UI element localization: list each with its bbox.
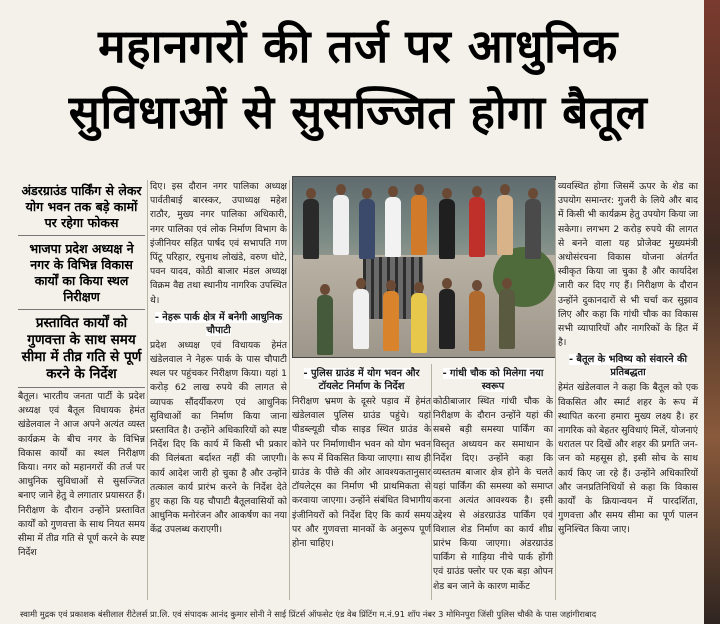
subheading-future-text: - बैतूल के भविष्य को संवारने की प्रतिबद्धता <box>568 354 688 379</box>
subheading-chaupati-text: - नेहरू पार्क क्षेत्र में बनेगी आधुनिक चौपाटी <box>154 311 283 336</box>
column-1 <box>18 180 145 560</box>
photo-person <box>439 289 455 349</box>
subheading-gandhi-chowk <box>433 367 553 393</box>
column-5 <box>558 180 698 538</box>
photo-person <box>469 291 485 351</box>
column-3-body: निरीक्षण भ्रमण के दूसरे पड़ाव में हेमंत खंडेलवाल पुलिस ग्राउंड पहुंचे। यहां पीडब्ल्यूडी चौक साइड स्थित ग्राउंड के कोने पर निर्माणाधीन भवन को योग भवन के रूप में विकसित किया जाएगा। साथ ही ग्राउंड के पीछे की ओर आवश्यकतानुसार टॉयलेट्स का निर्माण भी प्राथमिकता से करवाया जाएगा। उन्होंने संबंधित विभागीय इंजीनियरों को निर्देश दिए कि कार्य समय पर और गुणवत्ता मानकों के अनुरूप पूर्ण होना चाहिए। <box>292 396 431 550</box>
imprint-footer: स्वामी मुद्रक एवं प्रकाशक बंसीलाल रीटेलर्स प्रा.लि. एवं संपादक आनंद कुमार सोनी ने साई प्रिंटर्स ऑफसेट एंड वेब प्रिंटिंग म.नं.91 शॉप नंबर 3 मोमिनपुरा जिंसी पुलिस चौकी के पास जहांगीराबाद <box>0 604 720 624</box>
photo-person <box>497 195 513 255</box>
adjacent-photo-strip <box>704 0 720 624</box>
column-rule <box>555 180 556 600</box>
column-3 <box>292 364 431 551</box>
headline-line-1: महानगरों की तर्ज पर आधुनिक <box>98 19 618 73</box>
column-1-body: बैतूल। भारतीय जनता पार्टी के प्रदेश अध्यक्ष एवं बैतूल विधायक हेमंत खंडेलवाल ने आज अपने अत्यंत व्यस्त कार्यक्रम के बीच नगर के विभिन्न विकास कार्यों का स्थल निरीक्षण किया। नगर को महानगरों की तर्ज पर आधुनिक सुविधाओं से सुसज्जित बनाए जाने हेतु वे लगातार प्रयासरत हैं। निरीक्षण के दौरान उन्होंने प्रस्तावित कार्यों को गुणवत्ता के साथ नियत समय सीमा में तीव्र गति से पूर्ण करने के स्पष्ट निर्देश <box>18 391 145 559</box>
photo-person <box>411 293 427 353</box>
photo-person <box>411 195 427 255</box>
column-5-body-1: व्यवस्थित होगा जिसमें ऊपर के शेड का उपयोग समान्तर: गुजरी के लिये और बाद में किसी भी कार्यक्रम हेतु उपयोग किया जा सकेगा। लगभग 2 करोड़ रुपये की लागत से बनने वाला यह प्रोजेक्ट मुख्यमंत्री अधोसंरचना विकास योजना अंतर्गत स्वीकृत किया जा चुका है और कार्यादेश जारी कर दिए गए हैं। निरीक्षण के दौरान उन्होंने दुकानदारों से भी चर्चा कर सुझाव लिए और कहा कि गांधी चौक का विकास सभी व्यापारियों और नागरिकों के हित में है। <box>558 181 698 349</box>
column-2 <box>150 180 287 538</box>
photo-person <box>439 199 455 259</box>
photo-person <box>469 197 485 257</box>
subheading-chaupati <box>150 311 287 337</box>
column-5-body-2: हेमंत खंडेलवाल ने कहा कि बैतूल को एक विकसित और स्मार्ट शहर के रूप में स्थापित करना हमारा मुख्य लक्ष्य है। हर नागरिक को बेहतर सुविधाएं मिलें, योजनाएं धरातल पर दिखें और शहर की प्रगति जन-जन को महसूस हो, इसी सोच के साथ कार्य किए जा रहे हैं। उन्होंने अधिकारियों और जनप्रतिनिधियों से कहा कि विकास कार्यों के क्रियान्वयन में पारदर्शिता, गुणवत्ता और समय सीमा का पूर्ण पालन सुनिश्चित किया जाए। <box>558 382 698 536</box>
photo-person <box>383 291 399 351</box>
photo-person <box>385 197 401 257</box>
photo-person <box>353 289 369 349</box>
photo-person <box>317 295 333 355</box>
photo-person <box>525 199 541 259</box>
news-photo <box>292 176 556 358</box>
column-2-body-1: दिए। इस दौरान नगर पालिका अध्यक्ष पार्वतीबाई बारस्कर, उपाध्यक्ष महेश राठौर, मुख्य नगर पालिका अधिकारी, नगर पालिका एवं लोक निर्माण विभाग के इंजीनियर सहित पार्षद एवं सभापति गण पिंटू परिहार, रघुनाथ लोखंडे, वरुण धोटे, पवन यादव, कोठी बाजार मंडल अध्यक्ष विक्रम वैद्य तथा स्थानीय नागरिक उपस्थित थे। <box>150 181 287 306</box>
column-rule <box>289 180 290 600</box>
photo-person <box>303 199 319 259</box>
subheading-police-ground <box>292 367 431 393</box>
column-2-body-2: प्रदेश अध्यक्ष एवं विधायक हेमंत खंडेलवाल ने नेहरू पार्क के पास चौपाटी स्थल पर पहुंचकर निरीक्षण किया। यहां 1 करोड़ 62 लाख रुपये की लागत से व्यापक सौंदर्यीकरण एवं आधुनिक सुविधाओं का निर्माण किया जाना प्रस्तावित है। उन्होंने अधिकारियों को स्पष्ट निर्देश दिए कि कार्य में किसी भी प्रकार की विलंबता बर्दाश्त नहीं की जाएगी। कार्य आदेश जारी हो चुका है और उन्होंने तत्काल कार्य प्रारंभ करने के निर्देश देते हुए कहा कि यह चौपाटी बैतूलवासियों को आधुनिक मनोरंजन और आकर्षण का नया केंद्र उपलब्ध कराएगी। <box>150 339 287 536</box>
column-rule <box>147 180 148 600</box>
photo-person <box>499 289 515 349</box>
column-4-body: कोठीबाजार स्थित गांधी चौक के निरीक्षण के दौरान उन्होंने यहां की सबसे बड़ी समस्या पार्किंग का विस्तृत अध्ययन कर समाधान के निर्देश दिए। उन्होंने कहा कि व्यस्ततम बाजार क्षेत्र होने के चलते यहां पार्किंग की समस्या को समाप्त करना अत्यंत आवश्यक है। इसी उद्देश्य से अंडरग्राउंड पार्किंग एवं विशाल शेड निर्माण का कार्य शीघ्र प्रारंभ किया जाएगा। अंडरग्राउंड पार्किंग से गाड़िया नीचे पार्क होंगी एवं ग्राउंड फ्लोर पर एक बड़ा ओपन शेड बन जाने के कारण मार्केट <box>433 396 553 592</box>
column-rule <box>431 364 432 600</box>
highlight-1: अंडरग्राउंड पार्किंग से लेकर योग भवन तक बड़े कामों पर रहेगा फोकस <box>18 180 145 236</box>
highlight-3: प्रस्तावित कार्यों को गुणवत्ता के साथ समय सीमा में तीव्र गति से पूर्ण करने के निर्देश <box>18 312 145 388</box>
subheading-future <box>558 353 698 379</box>
subheading-gandhi-chowk-text: - गांधी चौक को मिलेगा नया स्वरूप <box>442 368 544 392</box>
photo-person <box>333 195 349 255</box>
photo-person <box>359 199 375 259</box>
subheading-police-ground-text: - पुलिस ग्राउंड में योग भवन और टॉयलेट निर्माण के निर्देश <box>303 368 420 392</box>
column-4 <box>433 364 553 594</box>
highlight-2: भाजपा प्रदेश अध्यक्ष ने नगर के विभिन्न विकास कार्यों का किया स्थल निरीक्षण <box>18 238 145 310</box>
headline-line-2: सुविधाओं से सुसज्जित होगा बैतूल <box>68 85 648 139</box>
